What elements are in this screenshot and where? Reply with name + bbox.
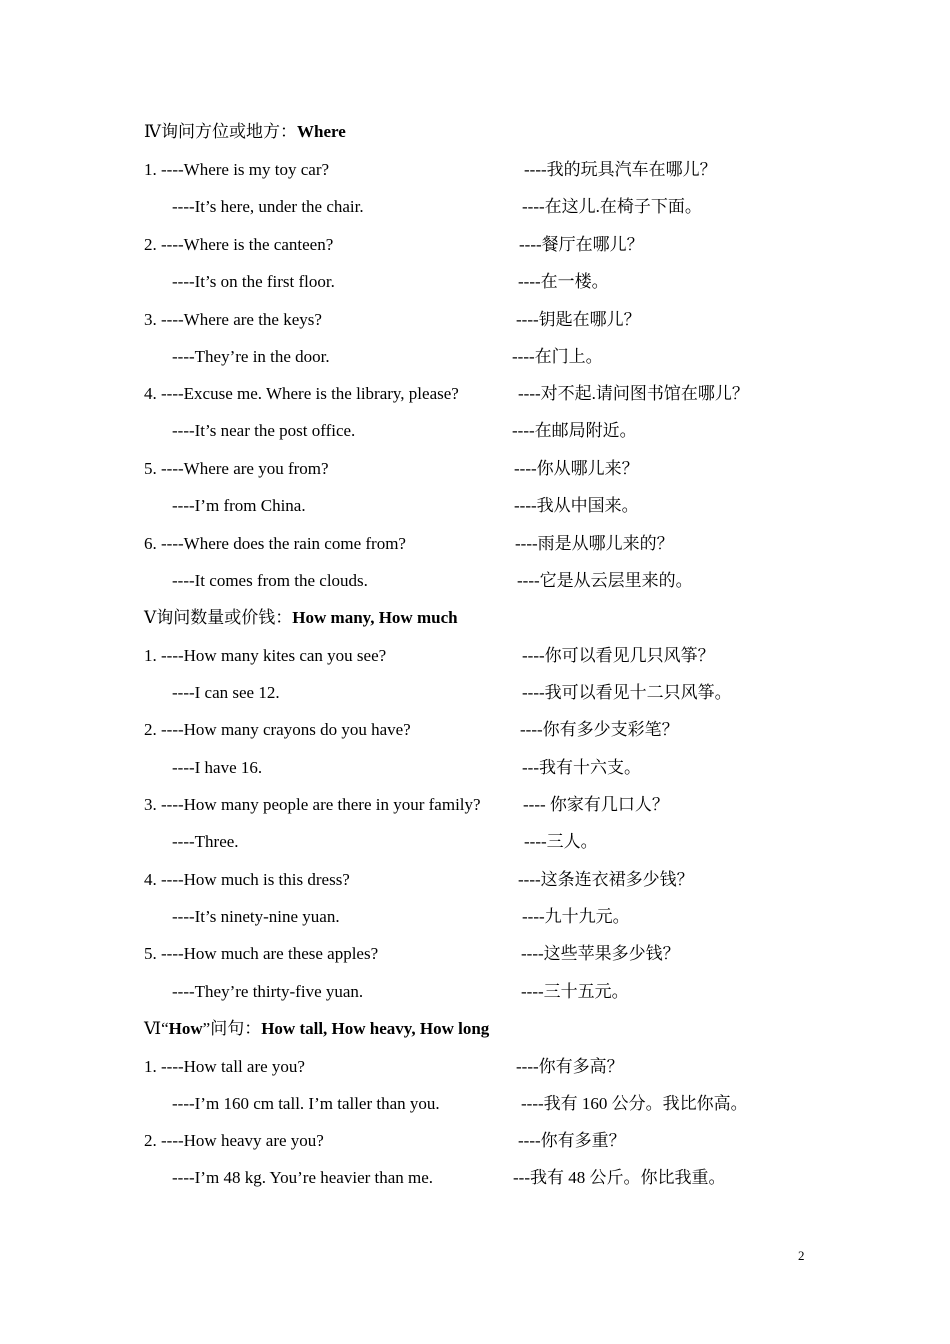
section-heading-quantity	[144, 605, 458, 631]
question-en: 6. ----Where does the rain come from?	[144, 534, 406, 553]
section-heading-label: ”问句：	[202, 1019, 262, 1038]
question-en: 4. ----How much is this dress?	[144, 870, 350, 889]
question-en: 3. ----How many people are there in your family?	[144, 795, 481, 814]
answer-en: ----They’re thirty-five yuan.	[172, 982, 364, 1001]
answer-en: ----They’re in the door.	[172, 347, 330, 366]
answer-en: ----Three.	[172, 832, 239, 851]
section-heading-where	[144, 119, 346, 145]
answer-zh: ----我可以看见十二只风筝。	[522, 683, 732, 702]
answer-zh: ----我从中国来。	[514, 496, 639, 515]
section-heading-keyword: How tall, How heavy, How long	[261, 1019, 490, 1038]
section-heading-how	[144, 1016, 489, 1042]
answer-en: ----I’m 160 cm tall. I’m taller than you.	[172, 1094, 440, 1113]
question-en: 5. ----Where are you from?	[144, 459, 329, 478]
section-heading-keyword: Where	[296, 122, 346, 141]
answer-en: ----It comes from the clouds.	[172, 571, 368, 590]
question-en: 1. ----How tall are you?	[144, 1057, 305, 1076]
answer-en: ----I have 16.	[172, 758, 263, 777]
answer-en: ----It’s near the post office.	[172, 421, 356, 440]
page-number: 2	[798, 1248, 805, 1263]
question-en: 2. ----How heavy are you?	[144, 1131, 324, 1150]
answer-zh: ----九十九元。	[522, 907, 630, 926]
question-en: 2. ----Where is the canteen?	[144, 235, 334, 254]
question-en: 5. ----How much are these apples?	[144, 944, 379, 963]
question-en: 1. ----How many kites can you see?	[144, 646, 387, 665]
question-zh: ----这条连衣裙多少钱？	[518, 870, 694, 889]
question-zh: ----你可以看见几只风筝？	[522, 646, 715, 665]
question-zh: ----餐厅在哪儿？	[519, 235, 644, 254]
section-heading-how-word: How	[168, 1019, 203, 1038]
section-heading-label: Ⅴ询问数量或价钱：	[144, 608, 293, 627]
question-zh: ----对不起.请问图书馆在哪儿？	[518, 384, 749, 403]
section-heading-label: Ⅳ询问方位或地方：	[144, 122, 297, 141]
answer-en: ----It’s ninety-nine yuan.	[172, 907, 340, 926]
answer-en: ----I can see 12.	[172, 683, 280, 702]
question-zh: ----你有多高？	[516, 1057, 624, 1076]
answer-zh: ----在这儿.在椅子下面。	[522, 197, 702, 216]
answer-zh: ----在邮局附近。	[512, 421, 637, 440]
question-zh: ---- 你家有几口人？	[523, 795, 669, 814]
question-zh: ----钥匙在哪儿？	[516, 310, 641, 329]
question-en: 3. ----Where are the keys?	[144, 310, 322, 329]
question-zh: ----你有多重？	[518, 1131, 626, 1150]
answer-zh: ----三十五元。	[521, 982, 629, 1001]
question-zh: ----你有多少支彩笔？	[520, 720, 679, 739]
answer-zh: ---我有 48 公斤。你比我重。	[513, 1168, 726, 1187]
answer-zh: ---我有十六支。	[522, 758, 641, 777]
question-en: 4. ----Excuse me. Where is the library, please?	[144, 384, 459, 403]
answer-en: ----I’m from China.	[172, 496, 306, 515]
question-en: 2. ----How many crayons do you have?	[144, 720, 411, 739]
answer-zh: ----在门上。	[512, 347, 603, 366]
answer-en: ----It’s here, under the chair.	[172, 197, 364, 216]
question-zh: ----雨是从哪儿来的？	[515, 534, 674, 553]
answer-zh: ----我有 160 公分。我比你高。	[521, 1094, 748, 1113]
question-zh: ----这些苹果多少钱？	[521, 944, 680, 963]
answer-en: ----I’m 48 kg. You’re heavier than me.	[172, 1168, 434, 1187]
question-zh: ----你从哪儿来？	[514, 459, 639, 478]
answer-zh: ----三人。	[524, 832, 598, 851]
section-heading-prefix: Ⅵ“	[144, 1019, 169, 1038]
question-zh: ----我的玩具汽车在哪儿？	[524, 160, 717, 179]
section-heading-keyword: How many, How much	[292, 608, 458, 627]
question-en: 1. ----Where is my toy car?	[144, 160, 330, 179]
answer-zh: ----在一楼。	[518, 272, 609, 291]
answer-zh: ----它是从云层里来的。	[517, 571, 693, 590]
answer-en: ----It’s on the first floor.	[172, 272, 335, 291]
